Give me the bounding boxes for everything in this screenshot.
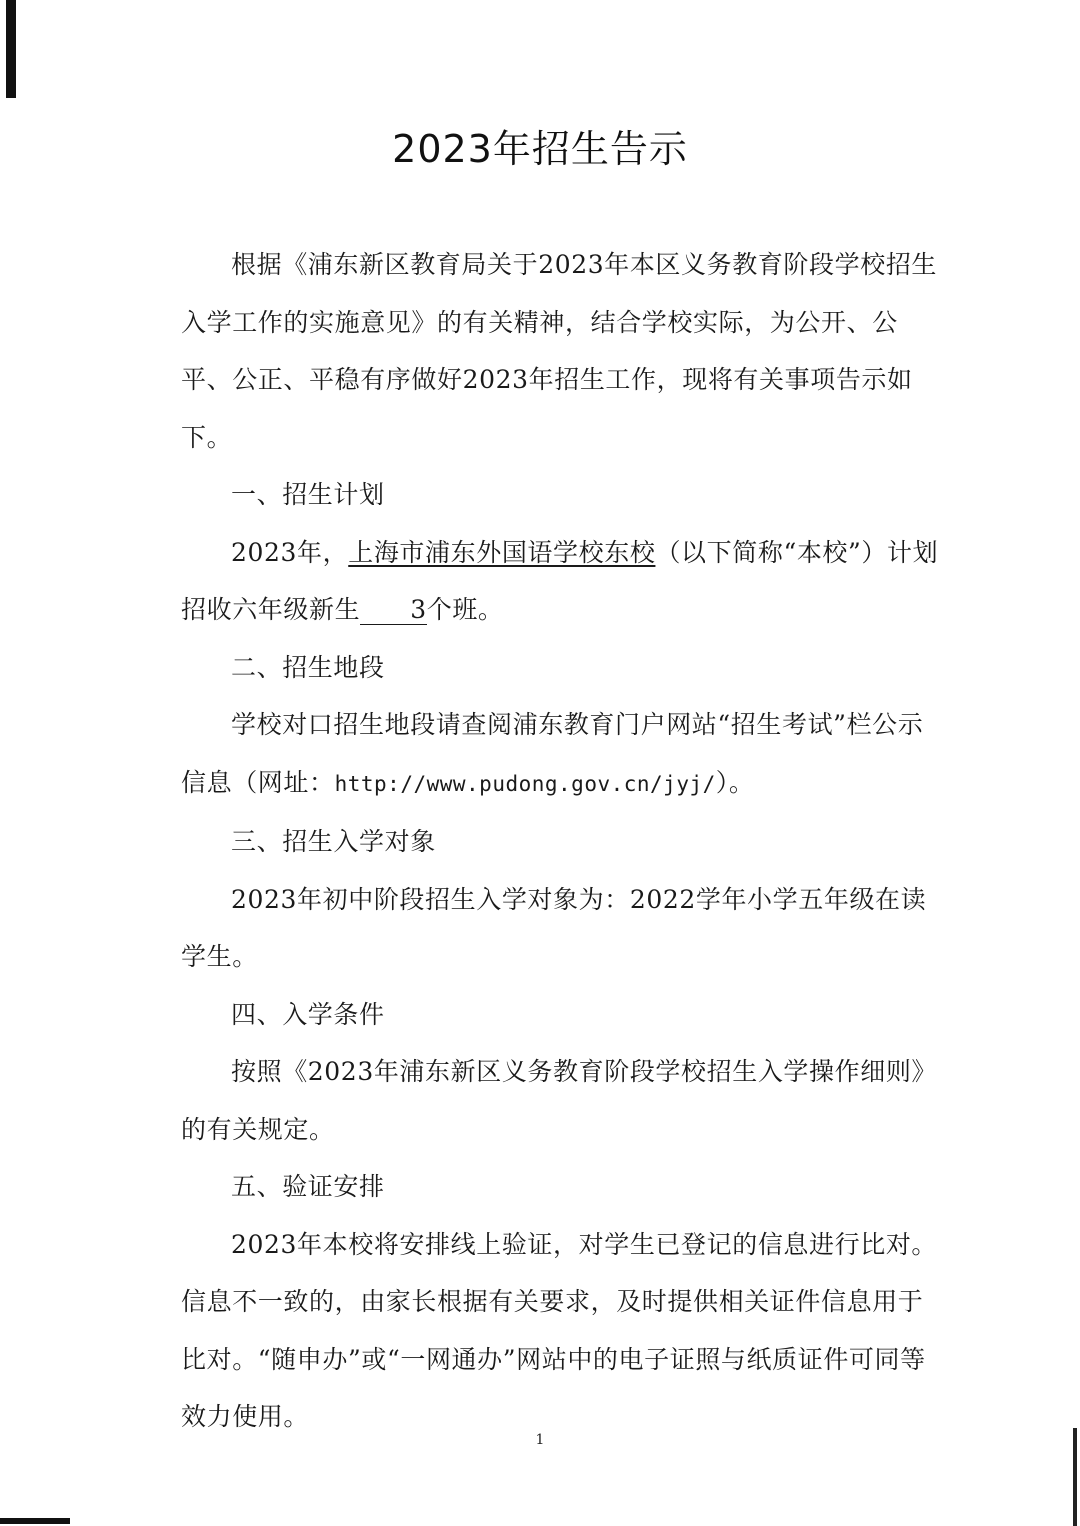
school-name: 上海市浦东外国语学校东校 bbox=[348, 537, 656, 567]
class-count: 3 bbox=[360, 596, 427, 625]
website-url: http://www.pudong.gov.cn/jyj/ bbox=[334, 771, 716, 796]
intro-paragraph: 根据《浦东新区教育局关于2023年本区义务教育阶段学校招生入学工作的实施意见》的有关精神，结合学校实际，为公开、公平、公正、平稳有序做好2023年招生工作，现将有关事项告示如下。 bbox=[181, 250, 938, 452]
scan-edge-mark-left bbox=[6, 0, 16, 98]
section-heading-plan: 一、招生计划 bbox=[231, 480, 385, 509]
page-number: 1 bbox=[535, 1432, 545, 1448]
section-heading-district: 二、招生地段 bbox=[231, 652, 385, 682]
scan-edge-mark-bottom bbox=[0, 1518, 70, 1524]
section-heading-eligibility: 三、招生入学对象 bbox=[231, 827, 436, 856]
section-body-district bbox=[181, 696, 941, 813]
section-body-conditions: 按照《2023年浦东新区义务教育阶段学校招生入学操作细则》的有关规定。 bbox=[181, 1057, 938, 1144]
class-suffix: 个班。 bbox=[426, 595, 504, 624]
section-heading-verification: 五、验证安排 bbox=[231, 1172, 385, 1201]
section-body-eligibility: 2023年初中阶段招生入学对象为：2022学年小学五年级在读学生。 bbox=[181, 884, 927, 971]
district-text-end: ）。 bbox=[715, 767, 755, 797]
page-title: 2023年招生告示 bbox=[392, 127, 688, 171]
district-text: 学校对口招生地段请查阅浦东教育门户网站“招生考试”栏公示信息（网址： bbox=[181, 710, 924, 797]
section-body-verification: 2023年本校将安排线上验证，对学生已登记的信息进行比对。信息不一致的，由家长根据有关要求，及时提供相关证件信息用于比对。“随申办”或“一网通办”网站中的电子证照与纸质证件可同等效力使用。 bbox=[181, 1229, 938, 1431]
section-body-plan bbox=[181, 524, 941, 639]
section-heading-conditions: 四、入学条件 bbox=[231, 999, 385, 1029]
plan-year-prefix: 2023年， bbox=[231, 537, 349, 567]
plan-text: （以下简称“本校”）计划招收六年级新生 bbox=[181, 537, 939, 624]
document-body bbox=[181, 236, 941, 1446]
